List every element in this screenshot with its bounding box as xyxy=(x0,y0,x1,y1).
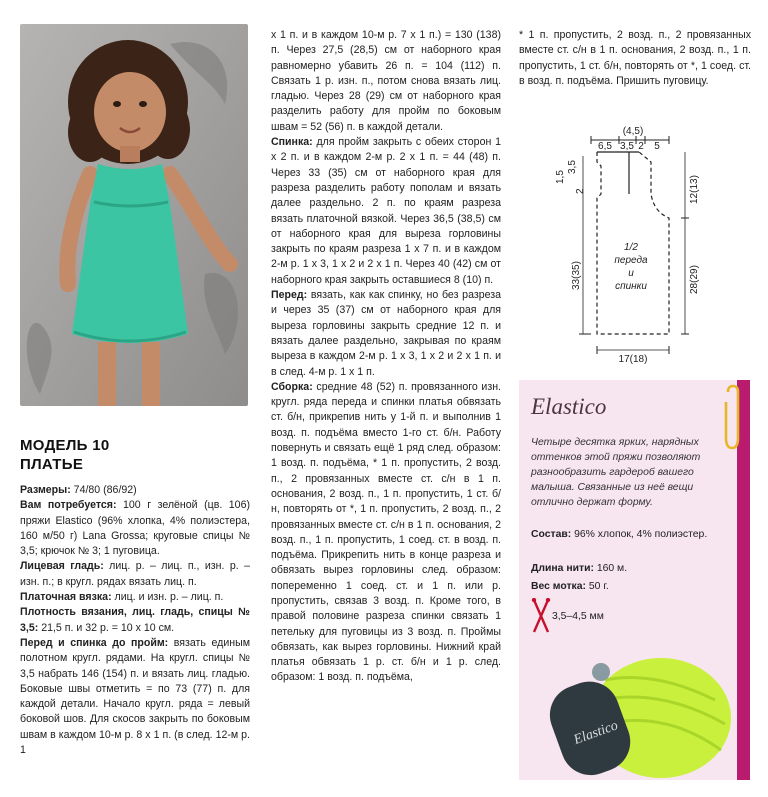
front-paragraph xyxy=(271,288,501,380)
scheme-inner-4: спинки xyxy=(615,281,647,292)
needle-size: 3,5–4,5 мм xyxy=(552,611,604,622)
scheme-left-small-2: 3,5 xyxy=(567,160,578,174)
materials-paragraph xyxy=(20,498,250,559)
stockinette-value: лиц. р. – лиц. п., изн. р. – изн. п.; в кругл. рядах вязать лиц. п. xyxy=(20,560,250,588)
scheme-top-seg-4: 5 xyxy=(654,141,660,152)
scheme-top-seg-1: 6,5 xyxy=(598,141,612,152)
scheme-right-top: 12(13) xyxy=(689,175,700,204)
scheme-inner-1: 1/2 xyxy=(624,242,638,253)
front-value: вязать, как как спинку, но без разреза и через 35 (37) см от наборного края для выреза горловины закрыть средние 12 п. и вязать далее раздельно, закрывая по краям выреза в каждом 2-м р. 1 x 3, 1 x 2 и 2 x 1 п. и в след. 4-м р. 1 x 1 п. xyxy=(271,289,501,378)
materials-value: 100 г зелёной (цв. 106) пряжи Elastico (96% хлопка, 4% полиэстера, 160 м/50 г) Lana Grossa; круговые спицы № 3,5; крючок № 3; 1 пуговица. xyxy=(20,499,250,558)
sizes-value: 74/80 (86/92) xyxy=(70,484,137,496)
length-value: 160 м. xyxy=(593,563,628,574)
model-photo xyxy=(20,24,248,406)
weight-label: Вес мотка: xyxy=(531,581,586,592)
yarn-length xyxy=(531,562,721,576)
scheme-left-small-1: 1,5 xyxy=(555,170,566,184)
body-paragraph xyxy=(20,636,250,758)
finishing-paragraph: * 1 п. пропустить, 2 возд. п., 2 провязанных вместе ст. с/н в 1 п. основания, 2 возд. п., 1 п. пропустить, 1 ст. б/н, повторять от *, 1 соед. ст. в возд. п. подъёма. Пришить пуговицу. xyxy=(519,29,751,87)
instructions-column-1 xyxy=(20,483,250,758)
gauge-value: 21,5 п. и 32 р. = 10 x 10 см. xyxy=(38,621,175,634)
back-label: Спинка: xyxy=(271,136,313,149)
yarn-description: Четыре десятка ярких, нарядных оттенков этой пряжи позволяют разнообразить гардероб вашего малыша. Связанные из неё вещи отлично держат форму. xyxy=(531,437,701,508)
model-title xyxy=(20,436,110,474)
assembly-value: средние 48 (52) п. провязанного изн. кругл. ряда переда и спинки платья обвязать ст. б/н, прикрепив нить у 1-й п. и выполнив 1 возд. п. подъёма вместо 1-го ст. б/н. Работу повернуть и связать ещё 1 ряд след. образом: 1 возд. п. подъёма, * 1 п. пропустить, 2 возд. п., 2 провязанных вместе ст. с/н в 1 п. основания, 2 возд. п., 1 п. пропустить, 1 ст. б/н, повторять от *, 1 п. пропустить, 2 возд. п., 2 провязанных вместе ст. с/н в 1 п. основания, 2 возд. п., 1 п. пропустить, 1 соед. ст. в возд. п. подъёма. Прикрепить нить в конце разреза и обвязать вырез горловины след. образом: попеременно 1 соед. ст. и 1 п. или р. пропустить, связав 3 возд. п. Кроме того, в правой половине разреза спинки связать 1 петельку для пуговицы из 3 возд. п. Проймы обвязать, как вырез горловины. Нижний край платья обвязать 1 р. ст. б/н и 1 р. след. образом: 1 возд. п. подъёма, xyxy=(271,380,501,684)
materials-label: Вам потребуется: xyxy=(20,499,117,512)
yarn-ball-label: Elastico xyxy=(571,718,621,748)
instructions-column-3 xyxy=(519,28,751,89)
yarn-name: Elastico xyxy=(531,394,607,419)
model-photo-illustration xyxy=(20,24,248,406)
scheme-top-label: (4,5) xyxy=(622,126,644,137)
scheme-inner-3: и xyxy=(628,268,634,279)
garter-label: Платочная вязка: xyxy=(20,591,112,604)
instructions-column-2 xyxy=(271,28,501,686)
scheme-left-height: 33(35) xyxy=(571,261,582,290)
garter-value: лиц. и изн. р. – лиц. п. xyxy=(111,591,224,604)
front-label: Перед: xyxy=(271,289,308,302)
back-paragraph xyxy=(271,135,501,288)
scheme-bottom-width: 17(18) xyxy=(618,354,648,364)
pattern-scheme-drawing xyxy=(519,122,749,364)
stockinette-label: Лицевая гладь: xyxy=(20,560,104,573)
composition-value: 96% хлопок, 4% полиэстер. xyxy=(571,529,708,540)
body-label: Перед и спинка до пройм: xyxy=(20,636,169,649)
assembly-paragraph xyxy=(271,380,501,686)
sizes-paragraph xyxy=(20,483,250,498)
gauge-paragraph xyxy=(20,605,250,636)
yarn-weight xyxy=(531,580,721,594)
gauge-label: Плотность вязания, лиц. гладь, спицы № 3,5: xyxy=(20,606,250,634)
garter-paragraph xyxy=(20,590,250,605)
length-label: Длина нити: xyxy=(531,563,594,574)
knitting-needles-icon xyxy=(531,598,551,634)
scheme-right-bottom: 28(29) xyxy=(689,265,700,294)
yarn-composition xyxy=(531,528,721,542)
body-value: вязать единым полотном кругл. рядами. На кругл. спицы № 3,5 набрать 146 (154) п. и вязать лиц. гладью. Боковые швы отметить = по 73 (77) п. для каждой детали. Начало кругл. ряда = левый боковой шов. Для скосов закрыть по боковым швам в каждом 10-м р. 8 x 1 п. (в след. 12-м р. 1 xyxy=(20,636,250,757)
composition-label: Состав: xyxy=(531,529,572,540)
pattern-scheme xyxy=(519,122,749,364)
assembly-label: Сборка: xyxy=(271,380,313,393)
model-number: МОДЕЛЬ 10 xyxy=(20,437,110,454)
back-value: для пройм закрыть с обеих сторон 1 x 2 п. и в каждом 2-м р. 2 x 1 п. = 44 (48) п. Через 33 (35) см от наборного края для разреза разделить работу пополам и вязать далее раздельно. 2 п. по краям разреза вязать платочной вязкой. Через 36,5 (38,5) см от наборного края для выреза горловины закрыть по краям разреза 1 x 7 п. и в каждом 2-м р. 1 x 3, 1 x 2 и 2 x 1 п. Через 40 (42) см от наборного края закрыть оставшиеся 8 (10) п. xyxy=(271,136,501,286)
scheme-inner-2: переда xyxy=(614,255,648,266)
weight-value: 50 г. xyxy=(585,581,609,592)
scheme-top-seg-3: 2 xyxy=(638,141,644,152)
yarn-ball-image xyxy=(535,640,735,780)
stockinette-paragraph xyxy=(20,559,250,590)
sizes-label: Размеры: xyxy=(20,484,71,496)
scheme-left-two: 2 xyxy=(575,188,586,194)
scheme-top-seg-2: 3,5 xyxy=(620,141,634,152)
model-name: ПЛАТЬЕ xyxy=(20,456,84,473)
continuation-paragraph: x 1 п. и в каждом 10-м р. 7 x 1 п.) = 130 (138) п. Через 27,5 (28,5) см от наборного края равномерно убавить 26 п. = 104 (112) п. Связать 1 р. изн. п., потом снова вязать лиц. гладью. Через 28 (29) см от наборного края разделить работу для пройм по боковым швам = 52 (56) п. в каждой детали. xyxy=(271,29,501,133)
